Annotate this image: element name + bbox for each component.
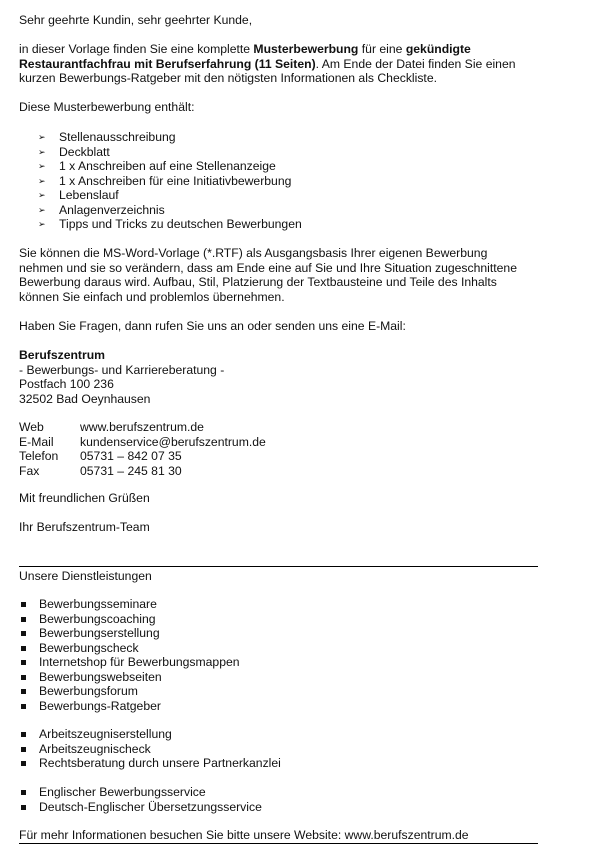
- square-bullet-icon: [21, 631, 26, 636]
- company-name: Berufszentrum: [19, 348, 106, 362]
- square-bullet-icon: [21, 805, 26, 810]
- list-item: Bewerbungscheck: [19, 641, 240, 656]
- phone-number: 05731 – 842 07 35: [80, 449, 182, 463]
- intro-text-2: für eine: [358, 42, 406, 56]
- intro-text-1: in dieser Vorlage finden Sie eine komplette: [19, 42, 254, 56]
- arrow-bullet-icon: ➢: [38, 204, 46, 215]
- usage-line: nehmen und sie so verändern, dass am Ende eine auf Sie und Ihre Situation zugeschnittene: [19, 260, 517, 275]
- arrow-bullet-icon: ➢: [38, 175, 46, 186]
- square-bullet-icon: [21, 617, 26, 622]
- closing: Mit freundlichen Grüßen: [19, 491, 150, 505]
- contact-label: Fax: [19, 463, 40, 478]
- website-link[interactable]: www.berufszentrum.de: [80, 420, 204, 434]
- divider: [19, 566, 538, 567]
- arrow-bullet-icon: ➢: [38, 219, 46, 229]
- contact-block: [19, 420, 539, 478]
- list-item: Bewerbungscoaching: [19, 612, 240, 627]
- questions-text: Haben Sie Fragen, dann rufen Sie uns an oder senden uns eine E-Mail:: [19, 319, 406, 333]
- divider: [19, 843, 538, 844]
- footer-text: Für mehr Informationen besuchen Sie bitte unsere Website: www.berufszentrum.de: [19, 828, 469, 842]
- contact-row-web: [19, 420, 539, 435]
- arrow-bullet-icon: ➢: [38, 161, 46, 171]
- square-bullet-icon: [21, 732, 26, 737]
- greeting: Sehr geehrte Kundin, sehr geehrter Kunde,: [19, 13, 253, 27]
- list-item: ➢ Deckblatt: [38, 144, 110, 159]
- arrow-bullet-icon: ➢: [38, 132, 46, 142]
- square-bullet-icon: [21, 790, 26, 795]
- usage-line: Bewerbung daraus wird. Aufbau, Stil, Platzierung der Textbausteine und Teile des Inhalts: [19, 275, 497, 289]
- usage-line: können Sie einfach und problemlos übernehmen.: [19, 289, 285, 304]
- list-item: Deutsch-Englischer Übersetzungsservice: [19, 800, 262, 815]
- list-item: Bewerbungserstellung: [19, 626, 240, 641]
- list-item: ➢ Anlagenverzeichnis: [38, 202, 165, 217]
- usage-paragraph: [19, 246, 539, 304]
- contact-row-fax: [19, 464, 539, 479]
- list-item: Bewerbungsseminare: [19, 597, 240, 612]
- services-list-3: [19, 785, 262, 814]
- square-bullet-icon: [21, 660, 26, 665]
- email-link[interactable]: kundenservice@berufszentrum.de: [80, 434, 266, 449]
- arrow-bullet-icon: ➢: [38, 190, 46, 200]
- services-list-2: [19, 727, 281, 771]
- address-block: [19, 348, 539, 406]
- signature: Ihr Berufszentrum-Team: [19, 520, 150, 534]
- list-item: ➢ Tipps und Tricks zu deutschen Bewerbungen: [38, 217, 302, 231]
- list-item: ➢ 1 x Anschreiben auf eine Stellenanzeige: [38, 159, 276, 173]
- square-bullet-icon: [21, 747, 26, 752]
- address-line: Postfach 100 236: [19, 377, 114, 391]
- list-item: Internetshop für Bewerbungsmappen: [19, 655, 240, 670]
- list-item: Arbeitszeugnischeck: [19, 742, 281, 757]
- contact-row-email: [19, 435, 539, 450]
- list-item: Arbeitszeugniserstellung: [19, 727, 281, 742]
- list-item: Rechtsberatung durch unsere Partnerkanzlei: [19, 756, 281, 771]
- intro-text-3: . Am Ende der Datei finden Sie einen: [315, 56, 516, 71]
- square-bullet-icon: [21, 646, 26, 651]
- square-bullet-icon: [21, 689, 26, 694]
- contact-label: Web: [19, 420, 44, 434]
- list-item: ➢ 1 x Anschreiben für eine Initiativbewerbung: [38, 173, 292, 188]
- arrow-bullet-icon: ➢: [38, 146, 46, 157]
- contains-heading: Diese Musterbewerbung enthält:: [19, 100, 195, 114]
- list-item: Bewerbungswebseiten: [19, 670, 240, 685]
- contact-label: E-Mail: [19, 434, 54, 449]
- intro-bold-2: gekündigte: [405, 42, 471, 56]
- square-bullet-icon: [21, 602, 26, 607]
- contains-list: [38, 130, 302, 232]
- list-item: Bewerbungsforum: [19, 684, 240, 699]
- contact-row-phone: [19, 449, 539, 464]
- list-item: Englischer Bewerbungsservice: [19, 785, 262, 800]
- fax-number: 05731 – 245 81 30: [80, 463, 182, 478]
- list-item: ➢ Stellenausschreibung: [38, 130, 176, 144]
- intro-text-4: kurzen Bewerbungs-Ratgeber mit den nötigsten Informationen als Checkliste.: [19, 71, 437, 85]
- list-item: ➢ Lebenslauf: [38, 188, 119, 202]
- intro-bold-1: Musterbewerbung: [253, 42, 359, 56]
- usage-line: Sie können die MS-Word-Vorlage (*.RTF) als Ausgangsbasis Ihrer eigenen Bewerbung: [19, 246, 488, 260]
- services-list-1: [19, 597, 240, 713]
- list-item: Bewerbungs-Ratgeber: [19, 699, 240, 714]
- services-heading: Unsere Dienstleistungen: [19, 569, 152, 583]
- square-bullet-icon: [21, 704, 26, 709]
- address-line: - Bewerbungs- und Karriereberatung -: [19, 362, 225, 377]
- address-line: 32502 Bad Oeynhausen: [19, 391, 151, 406]
- intro-bold-3: Restaurantfachfrau mit Berufserfahrung (11 Seiten): [19, 56, 316, 71]
- contact-label: Telefon: [19, 449, 59, 463]
- intro-paragraph: [19, 42, 539, 86]
- square-bullet-icon: [21, 675, 26, 680]
- square-bullet-icon: [21, 761, 26, 766]
